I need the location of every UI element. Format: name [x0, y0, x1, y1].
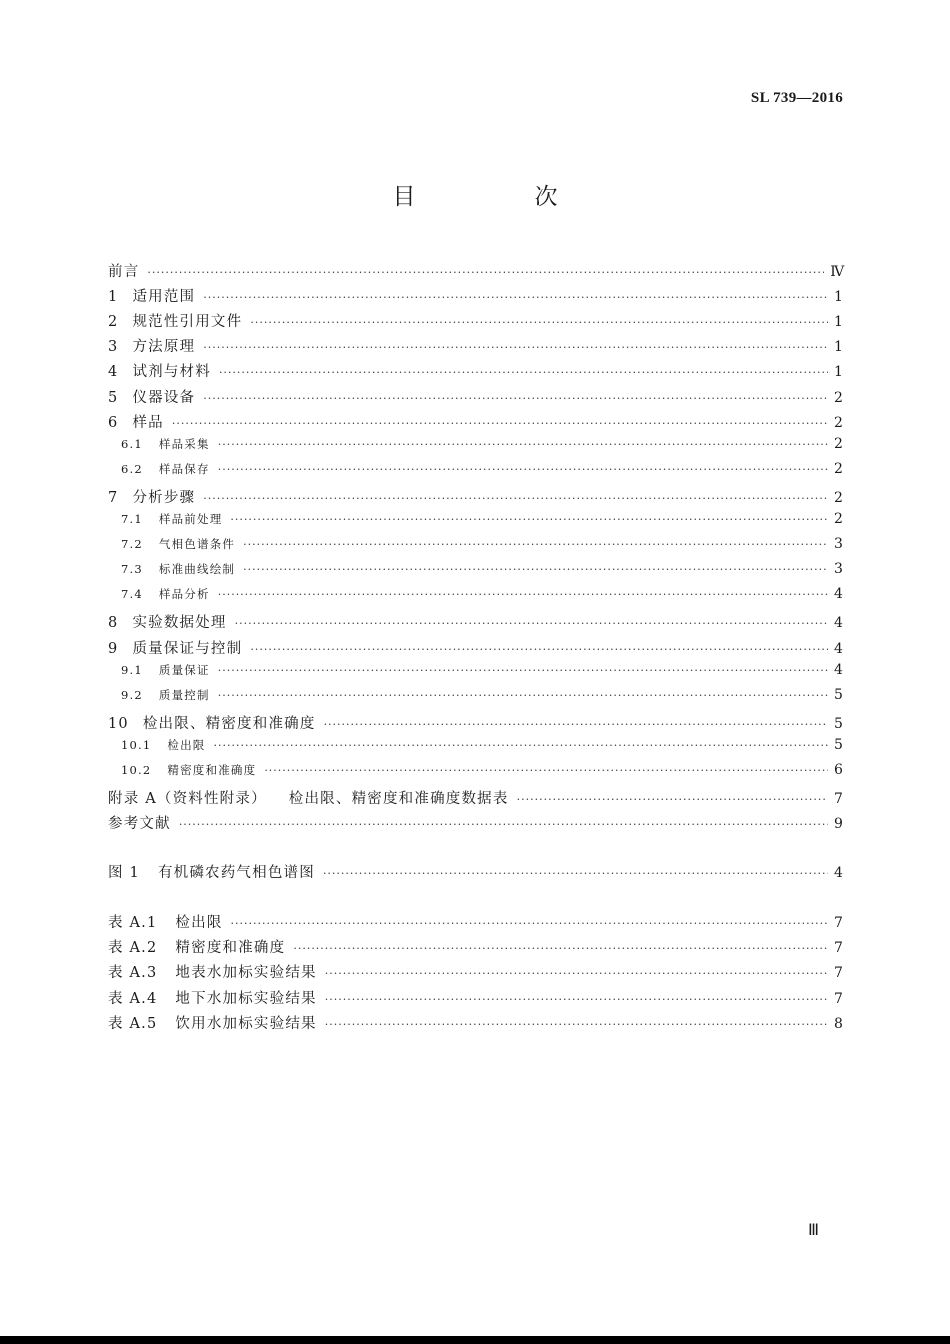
toc-entry-page: 2 [834, 414, 845, 431]
dot-leader [325, 967, 828, 980]
toc-entry[interactable] [108, 335, 845, 357]
dot-leader [325, 993, 828, 1006]
dot-leader [293, 942, 828, 955]
toc-entry[interactable] [108, 861, 845, 883]
toc-entry-number: 10.2 [121, 763, 152, 777]
toc-entry-label: 质量控制 [158, 687, 210, 702]
toc-entry-label: 气相色谱条件 [158, 537, 236, 552]
dot-leader [218, 689, 828, 702]
toc-entry-number: 表 A.5 [108, 1015, 158, 1032]
toc-entry-label: 有机磷农药气相色谱图 [157, 865, 315, 881]
toc-entry-number: 3 [108, 339, 119, 356]
toc-entry-label: 样品前处理 [158, 512, 223, 526]
dot-leader [235, 617, 828, 630]
toc-entry-label: 检出限、精密度和准确度数据表 [288, 791, 509, 808]
toc-entry-page: 9 [834, 816, 845, 833]
toc-entry-number: 7.4 [121, 587, 143, 602]
toc-entry-page: Ⅳ [830, 264, 846, 280]
dot-leader [324, 718, 828, 731]
toc-entry-label: 质量保证与控制 [132, 640, 243, 657]
toc-entry-label: 样品采集 [158, 436, 210, 451]
toc-entry[interactable] [121, 736, 845, 759]
toc-entry[interactable] [108, 386, 845, 408]
toc-entry-page: 2 [834, 389, 845, 406]
toc-entry-number: 6.2 [121, 461, 143, 476]
toc-entry-page: 7 [834, 990, 845, 1007]
dot-leader [325, 1018, 828, 1031]
toc-entry-number: 7 [108, 489, 119, 506]
toc-entry-label: 精密度和准确度 [167, 763, 257, 777]
toc-entry[interactable] [108, 637, 845, 659]
toc-entry-page: 2 [834, 460, 845, 477]
toc-entry-label: 精密度和准确度 [175, 940, 286, 957]
dot-leader [218, 664, 828, 677]
toc-entry-page: 1 [834, 339, 845, 356]
toc-entry-number: 表 A.4 [108, 990, 158, 1007]
toc-entry-page: 4 [834, 615, 845, 632]
toc-entry-label: 试剂与材料 [132, 364, 211, 381]
toc-entry[interactable] [108, 486, 845, 508]
toc-entry-label: 样品分析 [158, 587, 210, 602]
toc-entry-label: 地下水加标实验结果 [175, 990, 317, 1007]
toc-entry-label: 样品 [132, 414, 164, 431]
toc-entry-number: 7.2 [121, 537, 143, 552]
dot-leader [517, 793, 828, 806]
toc-entry-number: 表 A.1 [108, 915, 158, 931]
toc-entry[interactable] [121, 511, 845, 533]
toc-entry-number: 9.2 [121, 687, 143, 702]
toc-entry-page: 7 [834, 791, 845, 808]
toc-entry-page: 8 [834, 1015, 845, 1032]
toc-entry-label: 质量保证 [158, 662, 210, 677]
toc-entry-page: 3 [834, 536, 845, 553]
dot-leader [250, 643, 828, 656]
toc-entry-page: 7 [834, 965, 845, 982]
toc-entry-page: 5 [834, 715, 845, 732]
toc-entry-page: 2 [834, 511, 845, 527]
dot-leader [203, 291, 828, 304]
toc-entry-page: 1 [834, 289, 845, 306]
dot-leader [214, 739, 828, 752]
toc-entry-label: 标准曲线绘制 [158, 562, 236, 577]
toc-entry-page: 2 [834, 435, 845, 452]
toc-entry-label: 检出限、精密度和准确度 [142, 715, 316, 732]
toc-entry-page: 4 [834, 640, 845, 657]
page-number: Ⅲ [808, 1222, 820, 1239]
toc-entry-number: 6 [108, 414, 119, 431]
toc-entry-page: 6 [834, 762, 845, 778]
toc-entry[interactable] [121, 586, 845, 608]
toc-entry-number: 1 [108, 289, 119, 306]
dot-leader [203, 392, 828, 405]
dot-leader [179, 818, 828, 831]
page-title: 目 次 [392, 184, 606, 210]
dot-leader [218, 463, 828, 476]
toc-entry-label: 检出限 [175, 915, 223, 931]
toc-entry-number: 2 [108, 314, 119, 331]
toc-entry-number: 9 [108, 640, 119, 657]
toc-entry[interactable] [108, 260, 846, 282]
toc-entry[interactable] [108, 310, 845, 332]
toc-entry-number: 6.1 [121, 436, 143, 451]
bottom-border [0, 1336, 950, 1344]
toc-entry[interactable] [108, 611, 845, 633]
toc-entry[interactable] [121, 435, 845, 458]
toc-entry[interactable] [108, 1012, 845, 1034]
toc-entry-page: 2 [834, 489, 845, 506]
toc-entry-label: 仪器设备 [132, 389, 196, 406]
dot-leader [172, 417, 828, 430]
toc-entry-page: 3 [834, 561, 845, 578]
dot-leader [264, 764, 828, 777]
toc-entry-label: 方法原理 [132, 339, 196, 356]
dot-leader [147, 266, 824, 279]
dot-leader [203, 341, 828, 354]
toc-entry[interactable] [108, 787, 845, 809]
toc-entry-label: 前言 [108, 264, 140, 280]
toc-entry[interactable] [121, 661, 845, 684]
toc-entry-number: 10.1 [121, 737, 152, 752]
toc-entry-page: 4 [834, 661, 845, 678]
standard-code: SL 739—2016 [750, 90, 843, 106]
toc-entry-number: 10 [108, 715, 129, 732]
dot-leader [250, 316, 828, 329]
toc-entry-label: 地表水加标实验结果 [175, 965, 317, 982]
toc-entry-page: 4 [834, 586, 845, 603]
toc-entry-page: 7 [834, 915, 845, 931]
toc-entry[interactable] [121, 536, 845, 558]
toc-entry-number: 附录 A（资料性附录） [108, 791, 267, 808]
dot-leader [218, 438, 828, 451]
dot-leader [203, 492, 828, 505]
toc-entry-page: 7 [834, 940, 845, 957]
toc-entry-number: 表 A.3 [108, 965, 158, 982]
toc-entry-label: 饮用水加标实验结果 [175, 1015, 317, 1032]
toc-entry-number: 图 1 [108, 865, 140, 881]
toc-entry-label: 适用范围 [132, 289, 196, 306]
toc-entry-label: 规范性引用文件 [132, 314, 243, 331]
toc-entry-number: 8 [108, 615, 119, 632]
dot-leader [230, 513, 828, 526]
dot-leader [231, 917, 828, 930]
toc-entry[interactable] [108, 961, 845, 983]
dot-leader [218, 588, 828, 601]
toc-entry[interactable] [121, 561, 845, 583]
toc-entry-number: 7.3 [121, 562, 143, 577]
toc-entry[interactable] [108, 712, 845, 734]
toc-entry-page: 5 [834, 736, 845, 753]
toc-entry-label: 样品保存 [158, 461, 210, 476]
toc-entry-number: 9.1 [121, 662, 143, 677]
toc-entry-number: 7.1 [121, 512, 143, 526]
toc-entry-page: 1 [834, 314, 845, 331]
dot-leader [323, 867, 828, 880]
toc-entry[interactable] [108, 812, 845, 834]
toc-entry-label: 分析步骤 [132, 489, 196, 506]
toc-entry[interactable] [108, 911, 845, 933]
toc-entry-page: 5 [834, 686, 845, 703]
toc-entry-number: 表 A.2 [108, 940, 158, 957]
dot-leader [243, 538, 828, 551]
toc-entry-label: 参考文献 [108, 816, 171, 833]
toc-entry[interactable] [121, 460, 845, 483]
toc-entry-label: 检出限 [167, 737, 206, 752]
toc-entry[interactable] [121, 686, 845, 709]
toc-entry-page: 1 [834, 364, 845, 381]
toc-entry-page: 4 [834, 865, 845, 881]
toc-entry-label: 实验数据处理 [132, 615, 227, 632]
toc-entry[interactable] [108, 987, 845, 1009]
toc-entry-number: 5 [108, 389, 119, 406]
toc-entry[interactable] [108, 285, 845, 307]
dot-leader [219, 366, 828, 379]
toc-entry[interactable] [108, 411, 845, 433]
dot-leader [243, 563, 828, 576]
toc-entry[interactable] [108, 360, 845, 382]
toc-entry[interactable] [121, 762, 845, 784]
toc-entry[interactable] [108, 936, 845, 958]
toc-entry-number: 4 [108, 364, 119, 381]
